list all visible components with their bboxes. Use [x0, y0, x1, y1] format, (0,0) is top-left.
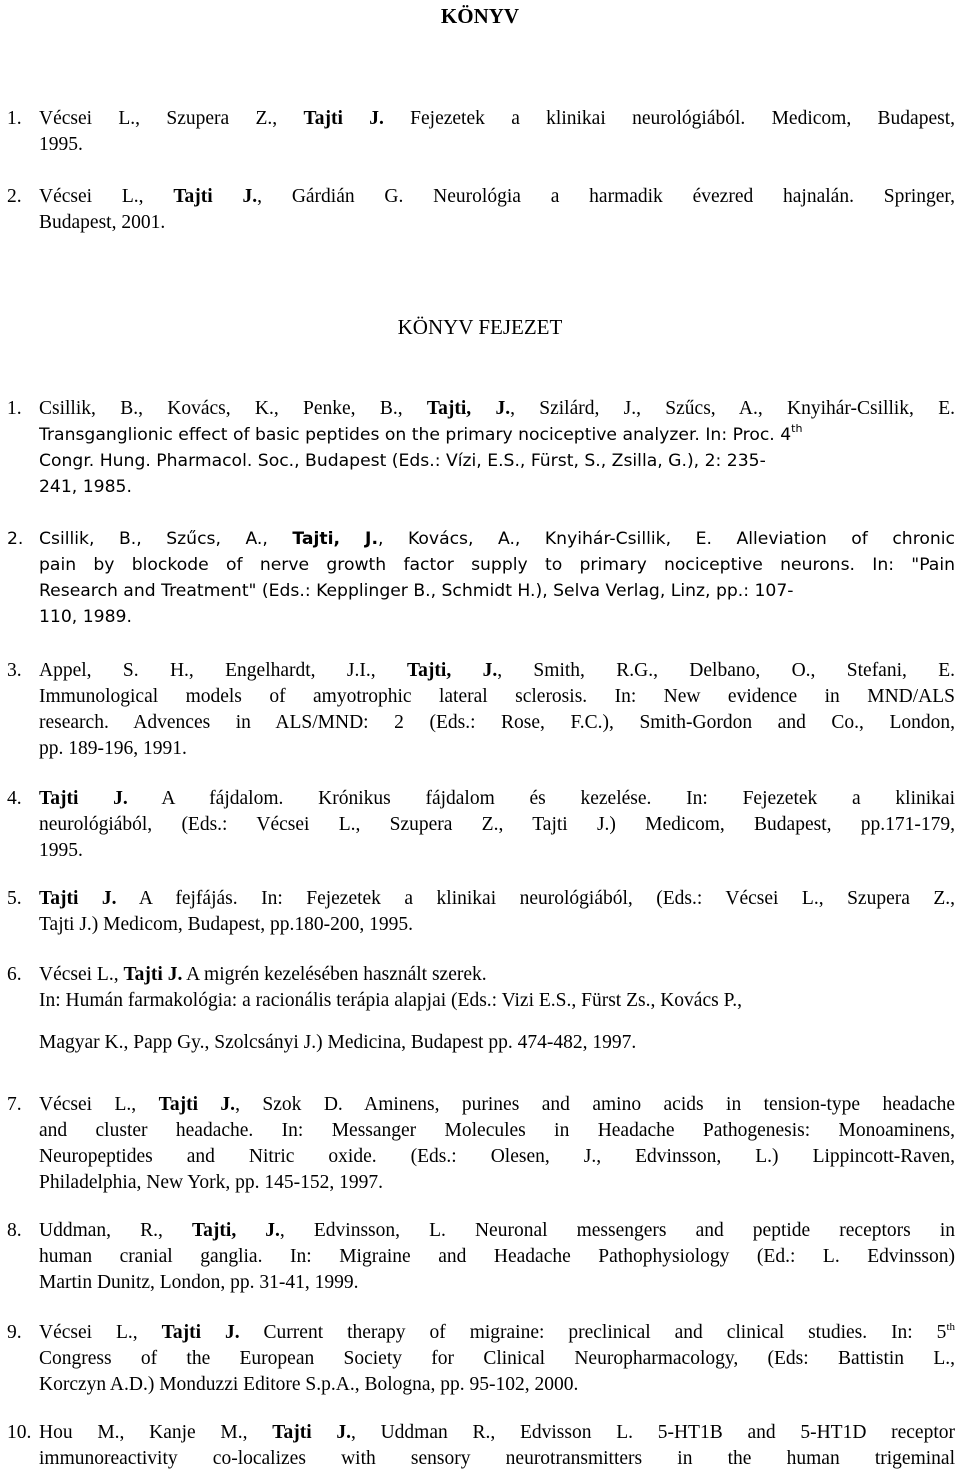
- entry-number: 8.: [7, 1220, 22, 1241]
- entry-line: Magyar K., Papp Gy., Szolcsányi J.) Medicina, Budapest pp. 474-482, 1997.: [39, 1032, 637, 1053]
- entry-number: 2.: [7, 529, 24, 549]
- book-entry-2: [0, 184, 955, 236]
- book-entry-1: [0, 106, 955, 158]
- chapter-entry-4: [0, 786, 955, 864]
- entry-line: 1995.: [39, 134, 83, 155]
- chapter-entry-2: [0, 526, 955, 630]
- entry-number: 9.: [7, 1322, 22, 1343]
- section-title-book: KÖNYV: [440, 4, 520, 28]
- entry-line: 1995.: [39, 840, 83, 861]
- entry-line: pain by blockode of nerve growth factor supply to primary nociceptive neurons. In: "Pain: [39, 555, 955, 575]
- entry-line: research. Advences in ALS/MND: 2 (Eds.: Rose, F.C.), Smith-Gordon and Co., London,: [39, 712, 955, 733]
- entry-line: Vécsei L., Tajti J. A migrén kezelésében használt szerek.: [39, 964, 487, 985]
- entry-line: 110, 1989.: [39, 607, 132, 627]
- entry-number: 1.: [7, 398, 22, 419]
- entry-line: Budapest, 2001.: [39, 212, 166, 233]
- entry-line: Philadelphia, New York, pp. 145-152, 1997.: [39, 1172, 383, 1193]
- entry-line: Hou M., Kanje M., Tajti J., Uddman R., Edvisson L. 5-HT1B and 5-HT1D receptor: [39, 1422, 955, 1443]
- entry-number: 5.: [7, 888, 22, 909]
- section-title-book-chapter: KÖNYV FEJEZET: [397, 315, 563, 339]
- entry-line: human cranial ganglia. In: Migraine and Headache Pathophysiology (Ed.: L. Edvinsson): [39, 1246, 955, 1267]
- entry-line: Tajti J.) Medicom, Budapest, pp.180-200, 1995.: [39, 914, 413, 935]
- entry-number: 6.: [7, 964, 22, 985]
- entry-number: 2.: [7, 186, 22, 207]
- chapter-entry-9: [0, 1320, 955, 1398]
- entry-line: Uddman, R., Tajti, J., Edvinsson, L. Neuronal messengers and peptide receptors in: [39, 1220, 955, 1241]
- entry-line: Korczyn A.D.) Monduzzi Editore S.p.A., Bologna, pp. 95-102, 2000.: [39, 1374, 579, 1395]
- chapter-entry-7: [0, 1092, 955, 1196]
- entry-line: Congress of the European Society for Clinical Neuropharmacology, (Eds: Battistin L.,: [39, 1348, 955, 1369]
- entry-line: Csillik, B., Szűcs, A., Tajti, J., Kovács, A., Knyihár-Csillik, E. Alleviation of chronic: [39, 529, 955, 549]
- entry-line: Congr. Hung. Pharmacol. Soc., Budapest (Eds.: Vízi, E.S., Fürst, S., Zsilla, G.), 2: 235-: [39, 451, 766, 471]
- entry-line: In: Humán farmakológia: a racionális terápia alapjai (Eds.: Vizi E.S., Fürst Zs., Kovács P.,: [39, 990, 743, 1011]
- entry-line: Csillik, B., Kovács, K., Penke, B., Tajti, J., Szilárd, J., Szűcs, A., Knyihár-Csillik, E.: [39, 398, 955, 419]
- entry-line: immunoreactivity co-localizes with sensory neurotransmitters in the human trigeminal: [39, 1448, 955, 1469]
- entry-line: Immunological models of amyotrophic lateral sclerosis. In: New evidence in MND/ALS: [39, 686, 955, 707]
- chapter-entry-10: [0, 1420, 955, 1472]
- entry-number: 1.: [7, 108, 22, 129]
- entry-line: Neuropeptides and Nitric oxide. (Eds.: Olesen, J., Edvinsson, L.) Lippincott-Raven,: [39, 1146, 955, 1167]
- entry-line: and cluster headache. In: Messanger Molecules in Headache Pathogenesis: Monoaminens,: [39, 1120, 955, 1141]
- chapter-entry-3: [0, 658, 955, 762]
- entry-line: pp. 189-196, 1991.: [39, 738, 187, 759]
- chapter-entry-1: [0, 396, 955, 500]
- entry-line: Appel, S. H., Engelhardt, J.I., Tajti, J., Smith, R.G., Delbano, O., Stefani, E.: [39, 660, 955, 681]
- entry-number: 4.: [7, 788, 22, 809]
- entry-line: Tajti J. A fejfájás. In: Fejezetek a klinikai neurológiából, (Eds.: Vécsei L., Szupera Z.,: [39, 888, 955, 909]
- entry-line: Vécsei L., Szupera Z., Tajti J. Fejezetek a klinikai neurológiából. Medicom, Budapest,: [39, 108, 955, 129]
- entry-line: Research and Treatment" (Eds.: Kepplinger B., Schmidt H.), Selva Verlag, Linz, pp.: 107-: [39, 581, 794, 601]
- entry-number: 7.: [7, 1094, 22, 1115]
- entry-line: Tajti J. A fájdalom. Krónikus fájdalom és kezelése. In: Fejezetek a klinikai: [39, 788, 955, 809]
- entry-line: Transganglionic effect of basic peptides on the primary nociceptive analyzer. In: Proc. 4th: [39, 422, 803, 445]
- entry-line: Vécsei L., Tajti J. Current therapy of migraine: preclinical and clinical studies. In: 5th: [39, 1321, 955, 1343]
- entry-line: Vécsei L., Tajti J., Gárdián G. Neurológia a harmadik évezred hajnalán. Springer,: [39, 186, 955, 207]
- chapter-entry-8: [0, 1218, 955, 1296]
- entry-number: 10.: [7, 1422, 32, 1443]
- entry-line: Vécsei L., Tajti J., Szok D. Aminens, purines and amino acids in tension-type headache: [39, 1094, 955, 1115]
- entry-line: 241, 1985.: [39, 477, 132, 497]
- chapter-entry-6: [0, 962, 955, 1056]
- entry-number: 3.: [7, 660, 22, 681]
- chapter-entry-5: [0, 886, 955, 938]
- entry-line: neurológiából, (Eds.: Vécsei L., Szupera Z., Tajti J.) Medicom, Budapest, pp.171-179,: [39, 814, 955, 835]
- entry-line: Martin Dunitz, London, pp. 31-41, 1999.: [39, 1272, 359, 1293]
